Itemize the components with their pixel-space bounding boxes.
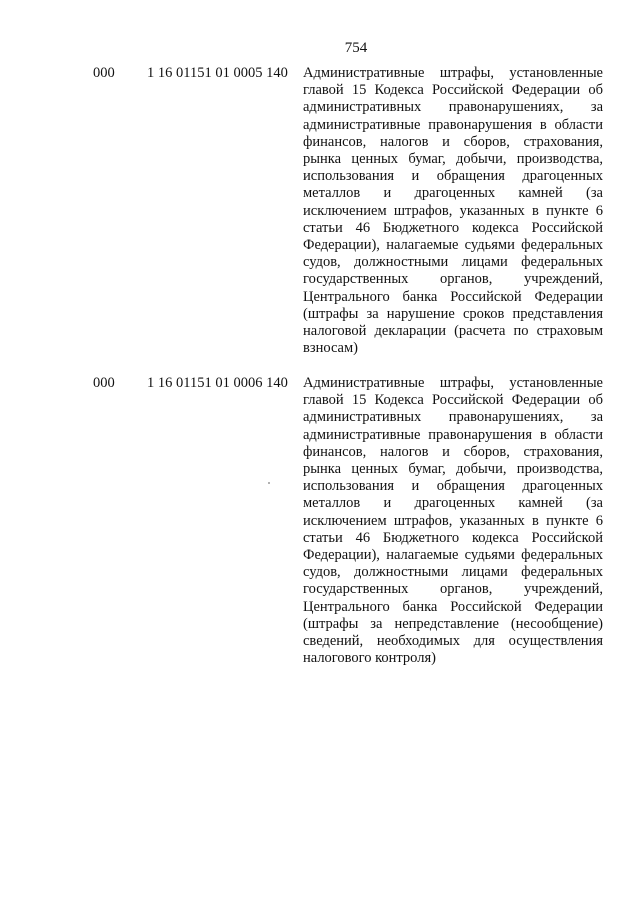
budget-classification-code: 1 16 01151 01 0005 140 — [147, 65, 288, 81]
administrator-code: 000 — [93, 375, 115, 391]
budget-classification-code: 1 16 01151 01 0006 140 — [147, 375, 288, 391]
page-number: 754 — [344, 40, 368, 56]
administrator-code: 000 — [93, 65, 115, 81]
revenue-description: Административные штрафы, установленные главой 15 Кодекса Российской Федерации об административных правонарушениях, за административные правонарушения в области финансов, налогов и сборов, страхования, рынка ценных бумаг, добычи, производства, использования и обращения драгоценных металлов и драгоценных камней (за исключением штрафов, указанных в пункте 6 статьи 46 Бюджетного кодекса Российской Федерации), налагаемые судьями федеральных судов, должностными лицами федеральных государственных органов, учреждений, Центрального банка Российской Федерации (штрафы за непредставление (несообщение) сведений, необходимых для осуществления налогового контроля) — [303, 375, 603, 667]
scan-speck — [268, 482, 270, 484]
revenue-description: Административные штрафы, установленные главой 15 Кодекса Российской Федерации об административных правонарушениях, за административные правонарушения в области финансов, налогов и сборов, страхования, рынка ценных бумаг, добычи, производства, использования и обращения драгоценных металлов и драгоценных камней (за исключением штрафов, указанных в пункте 6 статьи 46 Бюджетного кодекса Российской Федерации), налагаемые судьями федеральных судов, должностными лицами федеральных государственных органов, учреждений, Центрального банка Российской Федерации (штрафы за нарушение сроков представления налоговой декларации (расчета по страховым взносам) — [303, 65, 603, 357]
